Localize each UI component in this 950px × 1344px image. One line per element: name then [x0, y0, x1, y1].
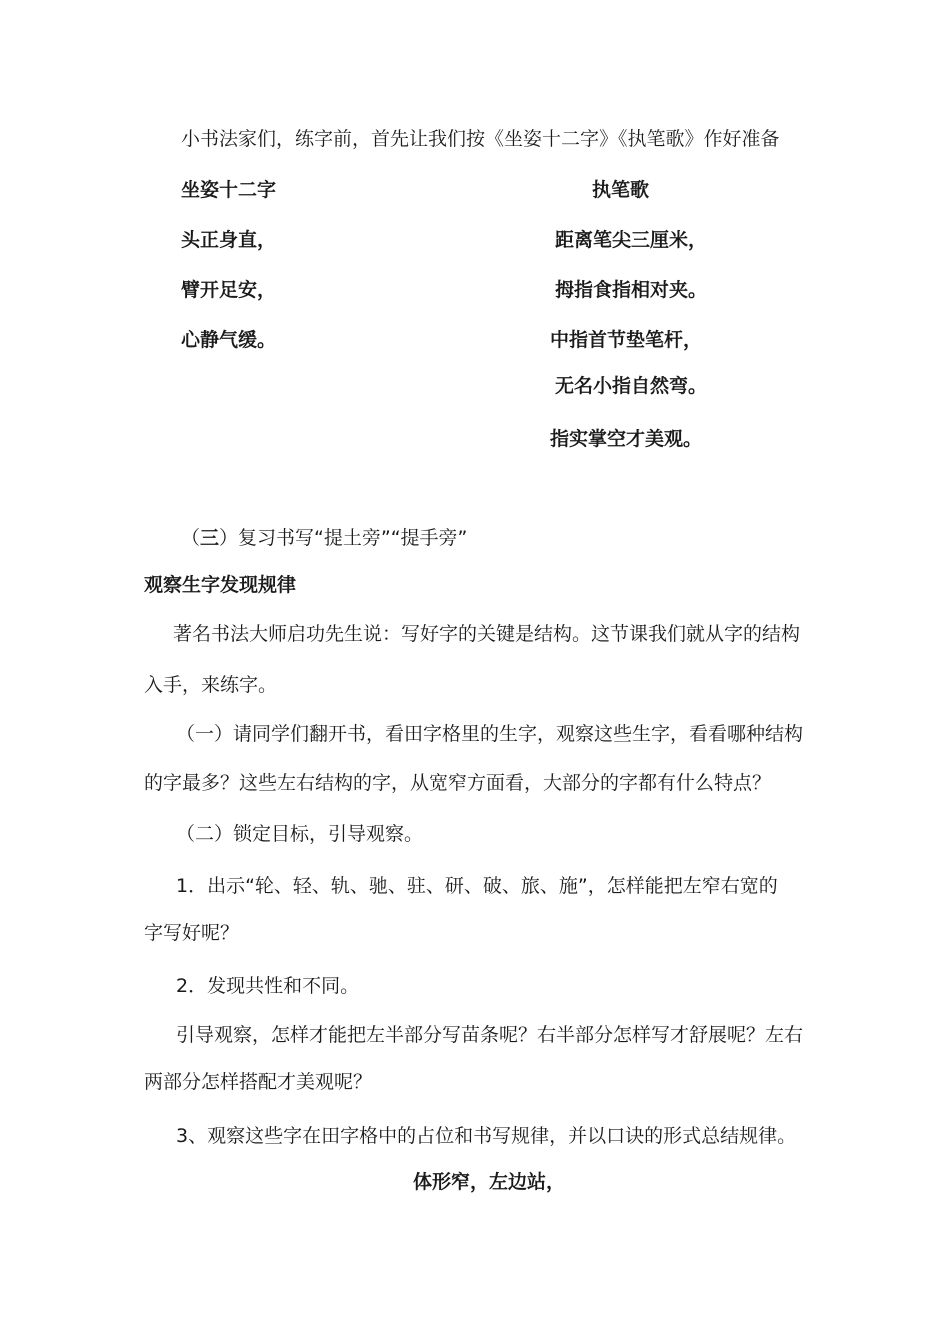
para4-line2: 两部分怎样搭配才美观呢？ [144, 1071, 373, 1093]
para2-line1: （一）请同学们翻开书，看田字格里的生字，观察这些生字，看看哪种结构 [176, 723, 804, 745]
item3: 3、观察这些字在田字格中的占位和书写规律，并以口诀的形式总结规律。 [176, 1125, 797, 1147]
para1-line2: 入手，来练字。 [144, 674, 278, 696]
brush-song-line-3: 中指首节垫笔杆， [550, 329, 703, 351]
section-three-heading [181, 526, 467, 550]
brush-song-line-4: 无名小指自然弯。 [555, 375, 708, 397]
brush-song-line-5: 指实掌空才美观。 [550, 428, 703, 450]
brush-song-line-2: 拇指食指相对夹。 [555, 279, 708, 301]
sitting-posture-line-3: 心静气缓。 [181, 329, 277, 351]
section-three-open-paren: （ [181, 527, 201, 549]
sitting-posture-line-2: 臂开足安， [181, 279, 277, 301]
brush-song-line-1: 距离笔尖三厘米， [555, 229, 708, 251]
para4-line1: 引导观察，怎样才能把左半部分写苗条呢？右半部分怎样写才舒展呢？左右 [176, 1024, 804, 1046]
item1-line2: 字写好呢？ [144, 922, 240, 944]
sitting-posture-line-1: 头正身直， [181, 229, 277, 251]
section-three-rest: ）复习书写“提土旁”“提手旁” [219, 527, 468, 549]
section-three-numeral: 三 [200, 527, 220, 549]
item1-line1: 1．出示“轮、轻、轨、驰、驻、研、破、旅、施”，怎样能把左窄右宽的 [176, 875, 778, 897]
sitting-posture-title: 坐姿十二字 [181, 179, 277, 201]
para1-line1: 著名书法大师启功先生说：写好字的关键是结构。这节课我们就从字的结构 [173, 623, 801, 645]
observe-heading: 观察生字发现规律 [144, 574, 297, 596]
para3: （二）锁定目标，引导观察。 [176, 823, 424, 845]
para2-line2: 的字最多？这些左右结构的字，从宽窄方面看，大部分的字都有什么特点？ [144, 772, 772, 794]
intro-text: 小书法家们，练字前，首先让我们按《坐姿十二字》《执笔歌》作好准备 [181, 128, 780, 150]
brush-song-title: 执笔歌 [592, 179, 650, 201]
item2: 2．发现共性和不同。 [176, 975, 360, 997]
verse-line: 体形窄，左边站， [413, 1171, 566, 1193]
